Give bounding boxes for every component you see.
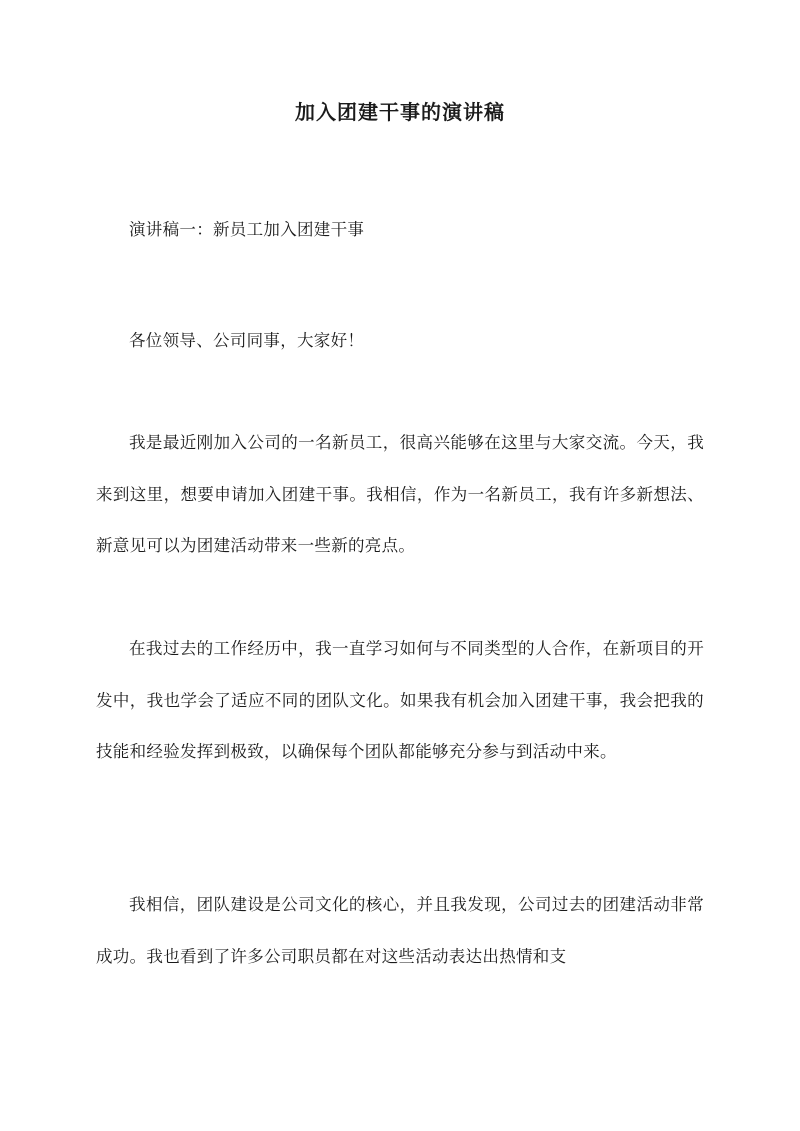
document-title: 加入团建干事的演讲稿 [295,100,505,124]
body-paragraph-experience: 在我过去的工作经历中，我一直学习如何与不同类型的人合作，在新项目的开发中，我也学会了适应不同的团队文化。如果我有机会加入团建干事，我会把我的技能和经验发挥到极致，以确保每个团队都能够充分参与到活动中来。 [96,639,704,761]
body-paragraph-intro: 我是最近刚加入公司的一名新员工，很高兴能够在这里与大家交流。今天，我来到这里，想要申请加入团建干事。我相信，作为一名新员工，我有许多新想法、新意见可以为团建活动带来一些新的亮点。 [96,433,704,555]
body-paragraph-culture: 我相信，团队建设是公司文化的核心，并且我发现，公司过去的团建活动非常成功。我也看到了许多公司职员都在对这些活动表达出热情和支 [96,895,704,966]
speech-heading: 演讲稿一：新员工加入团建干事 [129,220,365,239]
greeting-paragraph: 各位领导、公司同事，大家好！ [129,331,365,350]
